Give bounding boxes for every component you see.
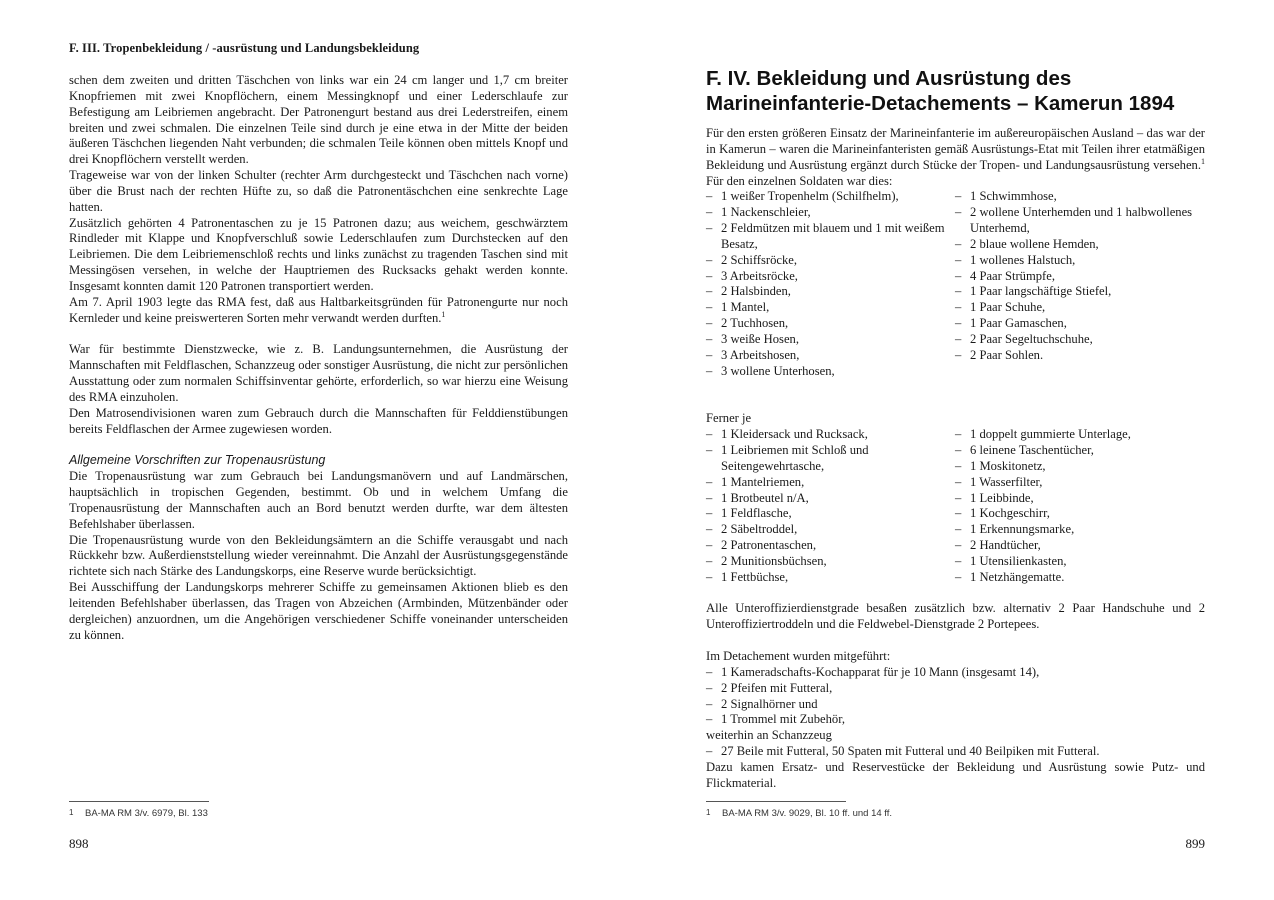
intro-paragraph [706, 126, 1205, 189]
paragraph: War für bestimmte Dienstzwecke, wie z. B. Landungsunternehmen, die Ausrüstung der Mannschaften mit Feldflaschen, Schanzzeug oder sonstiger Ausrüstung, die nicht zur persönlichen Ausstattung oder zum normalen Schiffsinventar gehörte, erforderlich, so war hierzu eine Weisung des RMA einzuholen. [69, 342, 568, 404]
list-item-text: 1 Paar Schuhe, [970, 300, 1046, 315]
dash-marker: – [706, 221, 713, 236]
dash-marker: – [706, 569, 713, 584]
dash-marker: – [706, 522, 713, 537]
paragraph: weiterhin an Schanzzeug [706, 728, 832, 743]
dash-marker: – [706, 696, 713, 711]
list-item [955, 443, 1205, 459]
paragraph-with-footnote [69, 295, 568, 327]
list-item-text: 2 Schiffsröcke, [721, 252, 798, 267]
paragraph: Im Detachement wurden mitgeführt: [706, 649, 891, 664]
list-item [955, 189, 1205, 205]
list-item [955, 332, 1205, 348]
dash-marker: – [955, 189, 962, 204]
list-item [955, 316, 1205, 332]
dash-marker: – [706, 363, 713, 378]
dash-marker: – [955, 284, 962, 299]
chapter-title: F. IV. Bekleidung und Ausrüstung des Marineinfanterie-Detachements – Kamerun 1894 [706, 67, 1175, 115]
list-item-text: 3 Arbeitshosen, [721, 347, 800, 362]
dash-marker: – [706, 664, 713, 679]
footnote [69, 808, 208, 819]
dash-marker: – [955, 300, 962, 315]
list-item [706, 364, 955, 380]
dash-marker: – [955, 268, 962, 283]
dash-marker: – [706, 284, 713, 299]
list-item [706, 348, 955, 364]
dash-marker: – [955, 236, 962, 251]
list-item-text: 2 Tuchhosen, [721, 316, 789, 331]
list-item-text: 3 Arbeitsröcke, [721, 268, 798, 283]
list-column-left [706, 427, 955, 585]
dash-marker: – [955, 252, 962, 267]
footnote-number: 1 [706, 808, 711, 817]
list-item [706, 697, 1205, 713]
paragraph-text: Am 7. April 1903 legte das RMA fest, daß aus Haltbarkeitsgründen für Patronengurte nur noch Kernleder und keine preiswerteren Sorten mehr verwandt werden durften. [69, 294, 568, 325]
list-item [955, 475, 1205, 491]
dash-marker: – [706, 538, 713, 553]
list-item-text: 1 Paar langschäftige Stiefel, [970, 284, 1112, 299]
list-item [706, 284, 955, 300]
paragraph: Alle Unteroffizierdienstgrade besaßen zusätzlich bzw. alternativ 2 Paar Handschuhe und 2 Unteroffiziertroddeln und die Feldwebel-Dienstgrade 2 Portepees. [706, 601, 1205, 632]
list-item [706, 253, 955, 269]
list-item-text: 1 Netzhängematte. [970, 569, 1065, 584]
list-item-text: 2 Patronentaschen, [721, 538, 817, 553]
list-item [955, 427, 1205, 443]
list-item-text: 2 Signalhörner und [721, 696, 818, 711]
footnote-rule [706, 801, 846, 802]
list-item [706, 538, 955, 554]
ferner-label: Ferner je [706, 411, 752, 426]
dash-marker: – [706, 300, 713, 315]
list-item-text: 2 Handtücher, [970, 538, 1041, 553]
list-column-right [955, 189, 1205, 379]
dash-marker: – [706, 316, 713, 331]
dash-marker: – [706, 744, 713, 759]
list-item [955, 554, 1205, 570]
list-item [706, 221, 955, 253]
list-item [955, 253, 1205, 269]
list-column-left [706, 189, 955, 379]
list-item [706, 189, 955, 205]
list-item-text: 1 Schwimmhose, [970, 189, 1057, 204]
dash-marker: – [706, 553, 713, 568]
footnote-text: BA-MA RM 3/v. 6979, Bl. 133 [85, 808, 208, 819]
list-item-text: 1 Brotbeutel n/A, [721, 490, 809, 505]
right-body-text [706, 126, 1205, 792]
intro-text: Für den ersten größeren Einsatz der Marineinfanterie im außereuropäischen Ausland – das war der in Kamerun – waren die Marineinfanteristen gemäß Ausrüstungs-Etat mit Teilen ihrer etatmäßigen Bekleidung und Ausrüstung ergänzt durch Stücke der Tropen- und Landungsausrüstung versehen. [706, 126, 1205, 172]
list-item-text: 1 Erkennungsmarke, [970, 522, 1075, 537]
paragraph: Die Tropenausrüstung wurde von den Bekleidungsämtern an die Schiffe verausgabt und nach Rückkehr bzw. Außerdienststellung wieder vereinnahmt. Die Anzahl der Ausrüstungsgegenstände richtete sich nach Stärke des Landungskorps, eine Reserve wurde berücksichtigt. [69, 532, 568, 579]
list-item [955, 506, 1205, 522]
list-item-text: 6 leinene Taschentücher, [970, 442, 1094, 457]
list-item-text: 1 Wasserfilter, [970, 474, 1043, 489]
list-item [955, 491, 1205, 507]
dash-marker: – [706, 427, 713, 442]
list-item-text: 1 Paar Gamaschen, [970, 316, 1067, 331]
dash-marker: – [955, 569, 962, 584]
left-body-text [69, 73, 568, 643]
list-item [706, 300, 955, 316]
list-item-text: 1 Utensilienkasten, [970, 553, 1067, 568]
list-item [955, 300, 1205, 316]
list-item-text: 2 Paar Segeltuchschuhe, [970, 331, 1093, 346]
footnote-marker: 1 [441, 309, 446, 319]
equipment-list-2 [706, 427, 1205, 585]
list-item [955, 570, 1205, 586]
list-item-text: 1 Kameradschafts-Kochapparat für je 10 Mann (insgesamt 14), [721, 664, 1040, 679]
list-item [706, 681, 1205, 697]
list-item [706, 491, 955, 507]
list-item-text: 2 Halsbinden, [721, 284, 791, 299]
list-item [706, 554, 955, 570]
list-item-text: 1 Feldflasche, [721, 506, 792, 521]
list-item [706, 506, 955, 522]
paragraph: Bei Ausschiffung der Landungskorps mehrerer Schiffe zu gemeinsamen Aktionen blieb es den leitenden Befehlshaber überlassen, das Tragen von Abzeichen (Armbinden, Mützenbänder oder dergleichen) anzuordnen, um die Angehörigen verschiedener Schiffe voneinander unterscheiden zu können. [69, 580, 568, 642]
list-item [955, 237, 1205, 253]
list-item-text: 1 Leibbinde, [970, 490, 1034, 505]
list-item [706, 522, 955, 538]
dash-marker: – [706, 252, 713, 267]
footnote [706, 808, 892, 819]
list-item [706, 475, 955, 491]
dash-marker: – [955, 522, 962, 537]
dash-marker: – [955, 553, 962, 568]
footnote-text: BA-MA RM 3/v. 9029, Bl. 10 ff. und 14 ff. [722, 808, 893, 819]
list-item-text: 2 blaue wollene Hemden, [970, 236, 1099, 251]
list-item [706, 443, 955, 475]
dash-marker: – [706, 189, 713, 204]
list-item-text: 3 wollene Unterhosen, [721, 363, 835, 378]
list-item-text: 1 doppelt gummierte Unterlage, [970, 427, 1131, 442]
list-item [955, 269, 1205, 285]
dash-marker: – [706, 205, 713, 220]
list-item [706, 665, 1205, 681]
list-item-text: 1 Moskitonetz, [970, 458, 1046, 473]
list-item-text: 2 Säbeltroddel, [721, 522, 798, 537]
list-item-text: 1 Mantelriemen, [721, 474, 805, 489]
equipment-list-1 [706, 189, 1205, 379]
footnote-rule [69, 801, 209, 802]
list-item [955, 538, 1205, 554]
list-item [706, 712, 1205, 728]
list-item-text: 1 Fettbüchse, [721, 569, 789, 584]
paragraph: Die Tropenausrüstung war zum Gebrauch bei Landungsmanövern und auf Landmärschen, hauptsächlich in tropischen Gegenden, bestimmt. Ob und in welchem Umfang die Tropenausrüstung der Mannschaften auch an Bord benutzt werden durfte, war dem ältesten Befehlshaber überlassen. [69, 469, 568, 531]
list-item-text: 2 Munitionsbüchsen, [721, 553, 827, 568]
footnote-marker: 1 [1201, 156, 1205, 166]
paragraph: schen dem zweiten und dritten Täschchen von links war ein 24 cm langer und 1,7 cm breiter Knopfriemen mit zwei Knopflöchern, einem Messingknopf und einer Lederschlaufe zur Befestigung am Leibriemen angebracht. Der Patronengurt bestand aus drei Lederstreifen, einem breiten und zwei schmalen. Die einzelnen Teile sind durch je eine etwa in der Mitte der beiden äußeren Täschchen liegenden Naht verbunden; die schmalen Teile können oben mittels Knopf und drei Knopflöchern verstellt werden. [69, 73, 568, 167]
list-item [706, 269, 955, 285]
dash-marker: – [706, 474, 713, 489]
running-head: F. III. Tropenbekleidung / -ausrüstung und Landungsbekleidung [69, 41, 420, 55]
paragraph: Trageweise war von der linken Schulter (rechter Arm durchgesteckt und Täschchen nach vorne) über die Brust nach der rechten Hüfte zu, so daß die Patronentäschchen eine senkrechte Lage hatten. [69, 168, 568, 214]
dash-marker: – [706, 712, 713, 727]
list-item-text: 1 Kochgeschirr, [970, 506, 1050, 521]
list-item [955, 522, 1205, 538]
list-item-text: 3 weiße Hosen, [721, 331, 799, 346]
dash-marker: – [955, 490, 962, 505]
list-item [955, 459, 1205, 475]
dash-marker: – [955, 331, 962, 346]
paragraph: Dazu kamen Ersatz- und Reservestücke der Bekleidung und Ausrüstung sowie Putz- und Flickmaterial. [706, 759, 1205, 790]
footnote-number: 1 [69, 808, 74, 817]
section-subheading: Allgemeine Vorschriften zur Tropenausrüstung [69, 453, 326, 468]
list-item [706, 316, 955, 332]
list-item [955, 348, 1205, 364]
dash-marker: – [955, 205, 962, 220]
dash-marker: – [955, 506, 962, 521]
dash-marker: – [955, 474, 962, 489]
list-item [706, 427, 955, 443]
paragraph: Den Matrosendivisionen waren zum Gebrauch durch die Mannschaften für Felddienstübungen bereits Feldflaschen der Armee zugewiesen worden. [69, 405, 568, 436]
list-item-text: 1 Leibriemen mit Schloß und Seitengewehrtasche, [721, 442, 869, 473]
list-item-text: 1 wollenes Halstuch, [970, 252, 1076, 267]
dash-marker: – [955, 458, 962, 473]
list-item [706, 205, 955, 221]
dash-marker: – [706, 347, 713, 362]
dash-marker: – [955, 538, 962, 553]
dash-marker: – [706, 268, 713, 283]
list-item-text: 1 Kleidersack und Rucksack, [721, 427, 868, 442]
dash-marker: – [955, 427, 962, 442]
list-item-text: 1 weißer Tropenhelm (Schilfhelm), [721, 189, 899, 204]
dash-marker: – [955, 347, 962, 362]
list-item-text: 2 wollene Unterhemden und 1 halbwollenes Unterhemd, [970, 205, 1193, 236]
list-item [955, 205, 1205, 237]
list-item-text: 2 Pfeifen mit Futteral, [721, 680, 833, 695]
list-item [706, 744, 1205, 760]
list-item [955, 284, 1205, 300]
list-item-text: 27 Beile mit Futteral, 50 Spaten mit Futteral und 40 Beilpiken mit Futteral. [721, 744, 1100, 759]
page-number: 898 [69, 836, 89, 851]
list-item-text: 2 Feldmützen mit blauem und 1 mit weißem Besatz, [721, 221, 945, 251]
paragraph: Zusätzlich gehörten 4 Patronentaschen zu je 15 Patronen dazu; aus weichem, geschwärztem Rindleder mit Klappe und Knopfverschluß sowie Lederschlaufen zum Durchstecken auf den Leibriemen. Die dem Leibriemenschloß rechts und links zunächst zu tragenden Taschen sind mit Messingösen versehen, in welche der Hauptriemen des Rucksacks gehakt werden konnte. Insgesamt konnten damit 120 Patronen transportiert werden. [69, 215, 568, 293]
dash-marker: – [706, 490, 713, 505]
dash-marker: – [706, 680, 713, 695]
dash-marker: – [706, 331, 713, 346]
dash-marker: – [955, 316, 962, 331]
list-item-text: 2 Paar Sohlen. [970, 347, 1044, 362]
page-number: 899 [1185, 836, 1205, 851]
list-item [706, 570, 955, 586]
right-page [637, 0, 1274, 900]
list-item-text: 4 Paar Strümpfe, [970, 268, 1055, 283]
list-item-text: 1 Mantel, [721, 300, 770, 315]
dash-marker: – [955, 442, 962, 457]
list-item-text: 1 Nackenschleier, [721, 205, 811, 220]
list-column-right [955, 427, 1205, 585]
list-item-text: 1 Trommel mit Zubehör, [721, 712, 846, 727]
list-item [706, 332, 955, 348]
dash-marker: – [706, 506, 713, 521]
dash-marker: – [706, 442, 713, 457]
detachement-list [706, 665, 1205, 728]
intro-tail: Für den einzelnen Soldaten war dies: [706, 173, 893, 188]
